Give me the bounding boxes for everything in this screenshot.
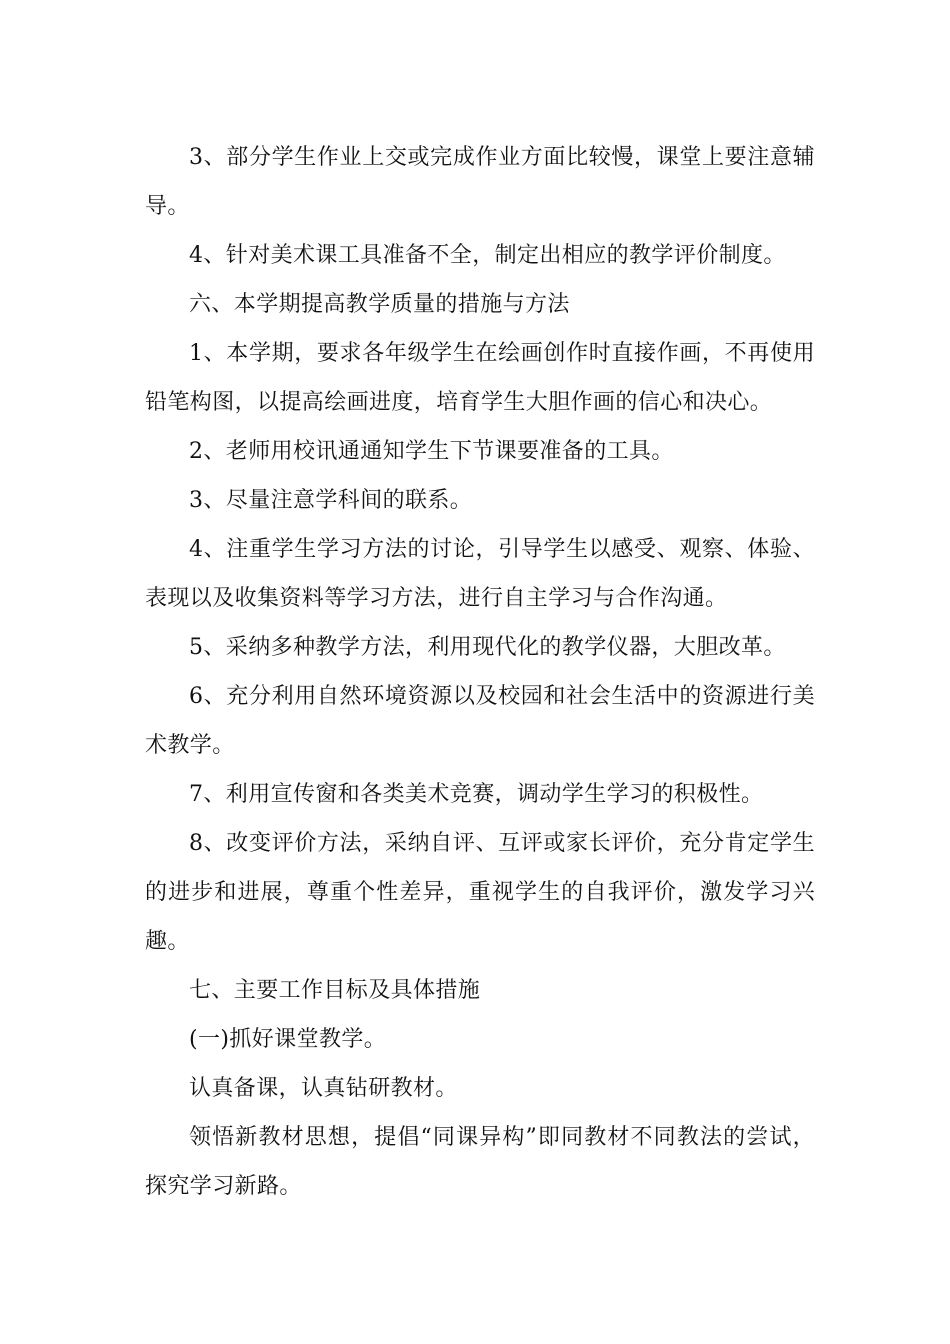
paragraph-evaluation: 8、改变评价方法，采纳自评、互评或家长评价，充分肯定学生的进步和进展，尊重个性差异，重视学生的自我评价，激发学习兴趣。: [145, 831, 815, 954]
document-body: [145, 133, 815, 1211]
paragraph-subject-links: 3、尽量注意学科间的联系。: [189, 488, 473, 513]
paragraph-homework-guidance: 3、部分学生作业上交或完成作业方面比较慢，课堂上要注意辅导。: [145, 145, 815, 219]
paragraph-learning-methods: 4、注重学生学习方法的讨论，引导学生以感受、观察、体验、表现以及收集资料等学习方法，进行自主学习与合作沟通。: [145, 537, 815, 611]
section-heading-six: 六、本学期提高教学质量的措施与方法: [189, 292, 570, 317]
paragraph-direct-drawing: 1、本学期，要求各年级学生在绘画创作时直接作画，不再使用铅笔构图，以提高绘画进度，培育学生大胆作画的信心和决心。: [145, 341, 815, 415]
subheading-classroom-teaching: (一)抓好课堂教学。: [189, 1027, 387, 1052]
section-heading-seven: 七、主要工作目标及具体措施: [189, 978, 481, 1003]
paragraph-teaching-methods: 5、采纳多种教学方法，利用现代化的教学仪器，大胆改革。: [189, 635, 786, 660]
paragraph-notify-tools: 2、老师用校讯通通知学生下节课要准备的工具。: [189, 439, 674, 464]
paragraph-resources: 6、充分利用自然环境资源以及校园和社会生活中的资源进行美术教学。: [145, 684, 815, 758]
paragraph-competitions: 7、利用宣传窗和各类美术竞赛，调动学生学习的积极性。: [189, 782, 764, 807]
paragraph-new-approach: 领悟新教材思想，提倡“同课异构”即同教材不同教法的尝试，探究学习新路。: [145, 1125, 815, 1199]
paragraph-tool-evaluation: 4、针对美术课工具准备不全，制定出相应的教学评价制度。: [189, 243, 786, 268]
paragraph-lesson-prep: 认真备课，认真钻研教材。: [189, 1076, 458, 1101]
